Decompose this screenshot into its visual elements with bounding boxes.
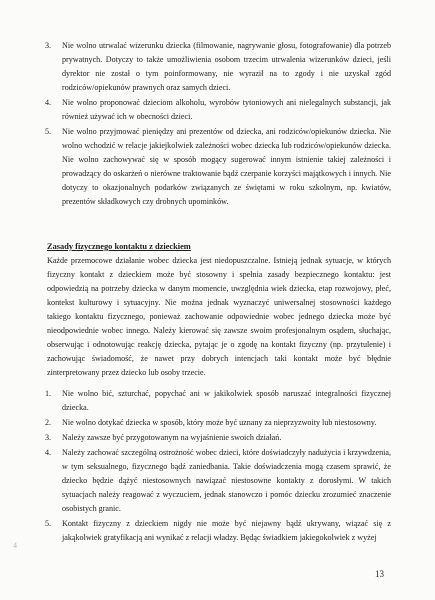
list-item-number: 5. [45, 127, 52, 136]
list-item [45, 125, 391, 209]
list-item-number: 4. [45, 448, 52, 457]
list-item-text: Nie wolno proponować dzieciom alkoholu, wyrobów tytoniowych ani nielegalnych substancji, jak również używać ich w obecności dzieci. [62, 98, 391, 121]
list-item-text: Kontakt fizyczny z dzieckiem nigdy nie może być niejawny bądź ukrywany, wiązać się z jakąkolwiek gratyfikacją ani wynikać z relacji władzy. Będąc świadkiem jakiegokolwiek z wyżej [62, 519, 391, 542]
list-item-text: Nie wolno przyjmować pieniędzy ani prezentów od dziecka, ani rodziców/opiekunów dziecka. Nie wolno wchodzić w relacje jakiejkolwiek zależności wobec dziecka lub rodziców/opiekunów dziecka. Nie wolno zachowywać się w sposób mogący sugerować innym istnienie takiej zależności i prowadzący do oskarżeń o nierówne traktowanie bądź czerpanie korzyści majątkowych i innych. Nie dotyczy to okazjonalnych podarków związanych ze świętami w roku szkolnym, np. kwiatów, prezentów składkowych czy drobnych upominków. [62, 127, 391, 206]
list-item-text: Należy zawsze być przygotowanym na wyjaśnienie swoich działań. [62, 433, 282, 442]
list-item-number: 2. [45, 418, 52, 427]
margin-mark: 4 [13, 541, 17, 550]
list-item [45, 416, 391, 430]
list-item-text: Nie wolno dotykać dziecka w sposób, który może być uznany za nieprzyzwoity lub niestosowny. [62, 418, 377, 427]
page-number: 13 [375, 569, 384, 579]
list-item-number: 5. [45, 519, 52, 528]
list-item-text: Nie wolno utrwalać wizerunku dziecka (filmowanie, nagrywanie głosu, fotografowanie) dla potrzeb prywatnych. Dotyczy to także umożliwienia osobom trzecim utrwalenia wizerunków dzieci, jeśli dyrektor nie został o tym poinformowany, nie wyraził na to zgody i nie uzyskał zgód rodziców/opiekunów prawnych oraz samych dzieci. [62, 41, 391, 92]
section-heading: Zasady fizycznego kontaktu z dzieckiem [47, 242, 191, 251]
list-item-text: Nie wolno bić, szturchać, popychać ani w jakikolwiek sposób naruszać integralności fizycznej dziecka. [62, 389, 391, 412]
list-item [45, 431, 391, 445]
list-item [45, 96, 391, 124]
list-item-number: 3. [45, 41, 52, 50]
rules-list-bottom [45, 387, 391, 545]
list-item [45, 39, 391, 95]
list-item-number: 3. [45, 433, 52, 442]
rules-list-top [45, 39, 391, 209]
section-paragraph: Każde przemocowe działanie wobec dziecka jest niedopuszczalne. Istnieją jednak sytuacje, w których fizyczny kontakt z dzieckiem może być stosowny i spełnia zasady bezpiecznego kontaktu: jest odpowiedzią na potrzeby dziecka w danym momencie, uwzględnia wiek dziecka, etap rozwojowy, płeć, kontekst kulturowy i sytuacyjny. Nie można jednak wyznaczyć uniwersalnej stosowności każdego takiego kontaktu fizycznego, ponieważ zachowanie odpowiednie wobec jednego dziecka może być nieodpowiednie wobec innego. Należy kierować się zawsze swoim profesjonalnym osądem, słuchając, obserwując i odnotowując reakcję dziecka, pytając je o zgodę na kontakt fizyczny (np. przytulenie) i zachowując świadomość, że nawet przy dobrych intencjach taki kontakt może być błędnie zinterpretowany przez dziecko lub osoby trzecie. [47, 256, 391, 377]
list-item-number: 1. [45, 389, 52, 398]
list-item [45, 446, 391, 516]
list-item-text: Należy zachować szczególną ostrożność wobec dzieci, które doświadczyły nadużycia i krzywdzenia, w tym seksualnego, fizycznego bądź zaniedbania. Takie doświadczenia mogą czasem sprawić, że dziecko będzie dążyć niestosownych nawiązać niestosowne kontakty z dorosłymi. W takich sytuacjach należy reagować z wyczuciem, jednak stanowczo i pomóc dziecku zrozumieć znaczenie osobistych granic. [62, 448, 391, 513]
list-item [45, 387, 391, 415]
list-item-number: 4. [45, 98, 52, 107]
list-item [45, 517, 391, 545]
